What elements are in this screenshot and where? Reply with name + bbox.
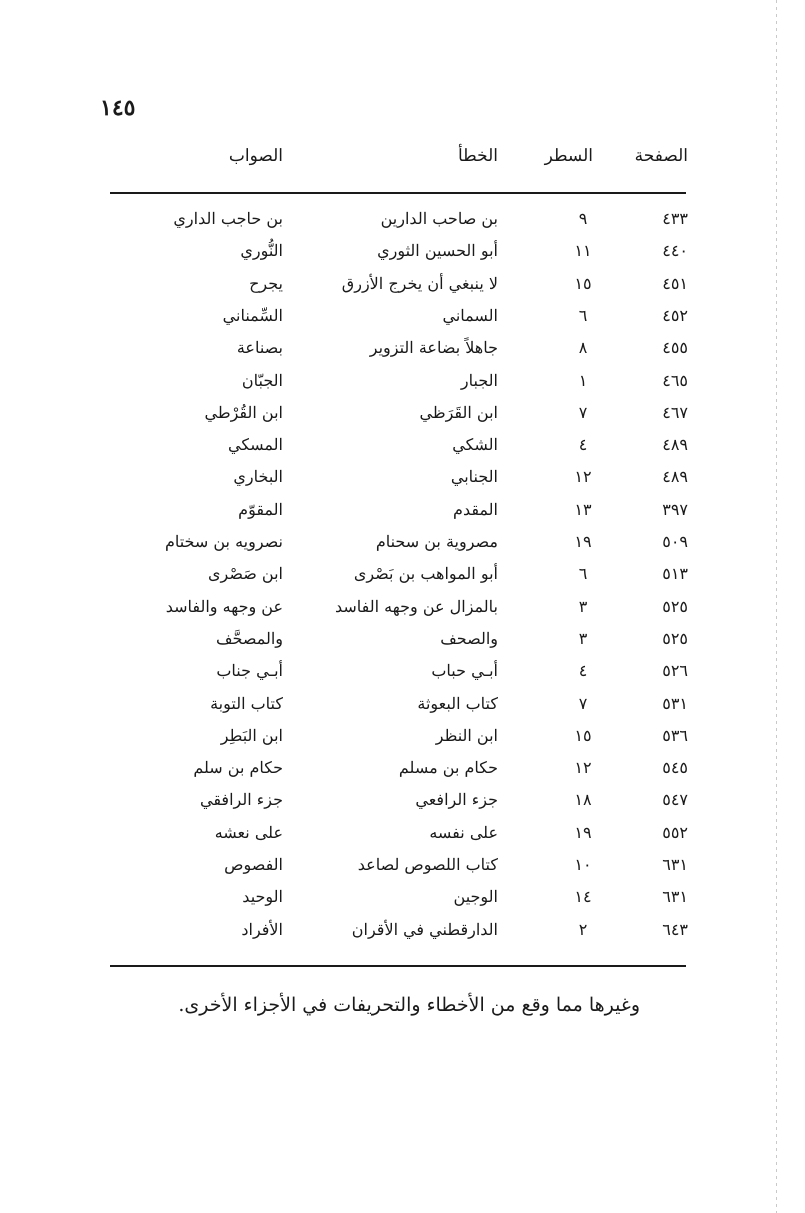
cell-error: كتاب البعوثة (417, 693, 498, 713)
cell-error: الوجين (453, 887, 498, 907)
cell-page: ٥٠٩ (662, 532, 688, 551)
cell-page: ٤٥١ (662, 273, 688, 293)
cell-line: ٤ (578, 435, 588, 455)
table-row (108, 205, 688, 235)
header-correct: الصواب (228, 146, 283, 166)
table-row (108, 690, 688, 720)
table-row (108, 883, 688, 913)
cell-page: ٣٩٧ (662, 499, 688, 519)
header-line: السطر (544, 146, 593, 166)
table-row (108, 786, 688, 816)
table-row (108, 270, 688, 300)
cell-correct: يجرح (249, 273, 283, 293)
cell-line: ١٥ (574, 725, 592, 745)
page-edge-margin (776, 0, 777, 1213)
cell-error: الدارقطني في الأقران (351, 919, 498, 939)
cell-correct: الأفراد (241, 919, 283, 939)
cell-page: ٤٦٥ (662, 370, 688, 390)
table-row (108, 399, 688, 429)
cell-error: الشكي (452, 435, 498, 455)
errata-table-body (108, 205, 688, 955)
cell-error: الجبار (460, 370, 498, 390)
cell-correct: عن وجهه والفاسد (165, 596, 283, 616)
table-row (108, 851, 688, 881)
cell-correct: حكام بن سلم (193, 758, 283, 778)
cell-correct: الوحيد (242, 887, 283, 907)
cell-error: على نفسه (429, 822, 498, 842)
cell-error: بن صاحب الدارين (380, 209, 498, 228)
cell-correct: جزء الرافقي (200, 790, 283, 810)
cell-correct: نصرويه بن سختام (164, 532, 283, 551)
cell-correct: كتاب التوبة (210, 693, 283, 713)
cell-line: ٣ (578, 628, 588, 648)
cell-line: ١٣ (574, 499, 592, 519)
cell-correct: البخاري (233, 467, 283, 487)
footnote: وغيرها مما وقع من الأخطاء والتحريفات في الأجزاء الأخرى. (178, 994, 640, 1016)
cell-page: ٥٢٥ (662, 596, 688, 616)
cell-error: لا ينبغي أن يخرج الأزرق (341, 273, 498, 293)
cell-page: ٥١٣ (662, 564, 688, 584)
cell-correct: ابن صَصْرى (208, 564, 283, 584)
cell-correct: الفصوص (224, 855, 283, 874)
cell-error: مصروية بن سحنام (375, 532, 498, 551)
cell-page: ٤٦٧ (662, 402, 688, 422)
table-row (108, 367, 688, 397)
cell-error: أبـي حباب (431, 661, 498, 681)
table-row (108, 593, 688, 623)
cell-correct: المقوّم (238, 499, 283, 519)
cell-page: ٤٥٢ (662, 305, 688, 325)
cell-line: ٨ (578, 338, 588, 358)
cell-error: كتاب اللصوص لصاعد (357, 855, 498, 874)
cell-line: ٦ (578, 305, 588, 325)
cell-line: ١٢ (574, 758, 592, 778)
cell-page: ٥٢٥ (662, 628, 688, 648)
cell-line: ١٤ (574, 887, 592, 907)
cell-line: ١٠ (574, 855, 592, 874)
table-row (108, 237, 688, 267)
cell-page: ٥٣١ (662, 693, 688, 713)
table-row (108, 496, 688, 526)
table-row (108, 625, 688, 655)
cell-page: ٥٤٥ (662, 758, 688, 778)
cell-line: ٦ (578, 564, 588, 584)
table-row (108, 560, 688, 590)
cell-line: ١٩ (574, 532, 592, 551)
cell-correct: الجبّان (241, 370, 283, 390)
cell-line: ١ (578, 370, 588, 390)
table-row (108, 657, 688, 687)
cell-correct: النُّوري (240, 241, 283, 261)
cell-line: ٤ (578, 661, 588, 681)
cell-error: أبو الحسين الثوري (377, 241, 498, 261)
cell-page: ٥٤٧ (662, 790, 688, 810)
cell-page: ٤٨٩ (662, 467, 688, 487)
cell-page: ٥٣٦ (662, 725, 688, 745)
cell-correct: ابن البَطِر (220, 725, 283, 745)
cell-error: بالمزال عن وجهه الفاسد (335, 596, 498, 616)
cell-error: ابن النظر (435, 725, 498, 745)
table-row (108, 819, 688, 849)
cell-line: ٩ (578, 209, 588, 228)
cell-page: ٦٣١ (662, 855, 688, 874)
cell-line: ١٩ (574, 822, 592, 842)
cell-error: والصحف (440, 628, 498, 648)
cell-line: ٣ (578, 596, 588, 616)
cell-page: ٤٥٥ (662, 338, 688, 358)
cell-line: ١٨ (574, 790, 592, 810)
table-top-rule (110, 192, 686, 194)
cell-error: الجنابي (450, 467, 498, 487)
cell-error: السماني (442, 305, 498, 325)
cell-correct: ابن القُرْطي (204, 402, 283, 422)
cell-page: ٤٣٣ (662, 209, 688, 228)
errata-table-header (108, 140, 688, 180)
cell-page: ٥٥٢ (662, 822, 688, 842)
cell-correct: على نعشه (214, 822, 283, 842)
cell-error: المقدم (453, 499, 498, 519)
cell-line: ٧ (578, 693, 588, 713)
cell-line: ١٢ (574, 467, 592, 487)
header-page: الصفحة (634, 146, 688, 166)
cell-error: جزء الرافعي (415, 790, 498, 810)
table-row (108, 334, 688, 364)
cell-correct: بن حاجب الداري (173, 209, 283, 228)
table-row (108, 754, 688, 784)
cell-correct: بصناعة (236, 338, 283, 358)
page-number: ١٤٥ (100, 95, 136, 121)
cell-line: ١٥ (574, 273, 592, 293)
cell-line: ٢ (578, 919, 588, 939)
cell-line: ٧ (578, 402, 588, 422)
table-row (108, 431, 688, 461)
table-bottom-rule (110, 965, 686, 967)
cell-correct: والمصحَّف (215, 628, 283, 648)
cell-page: ٥٢٦ (662, 661, 688, 681)
cell-page: ٦٣١ (662, 887, 688, 907)
cell-error: ابن القَرَظي (419, 402, 498, 422)
table-row (108, 302, 688, 332)
cell-error: حكام بن مسلم (398, 758, 498, 778)
cell-page: ٤٨٩ (662, 435, 688, 455)
cell-correct: المسكي (227, 435, 283, 455)
table-row (108, 528, 688, 558)
cell-error: أبو المواهب بن بَصْرى (353, 564, 498, 584)
cell-correct: السِّمناني (222, 305, 283, 325)
cell-correct: أبـي جناب (216, 661, 283, 681)
header-error: الخطأ (457, 146, 498, 166)
cell-error: جاهلاً بضاعة التزوير (369, 338, 498, 358)
table-row (108, 916, 688, 946)
cell-page: ٦٤٣ (662, 919, 688, 939)
table-row (108, 722, 688, 752)
table-row (108, 463, 688, 493)
cell-line: ١١ (574, 241, 592, 261)
cell-page: ٤٤٠ (662, 241, 688, 261)
